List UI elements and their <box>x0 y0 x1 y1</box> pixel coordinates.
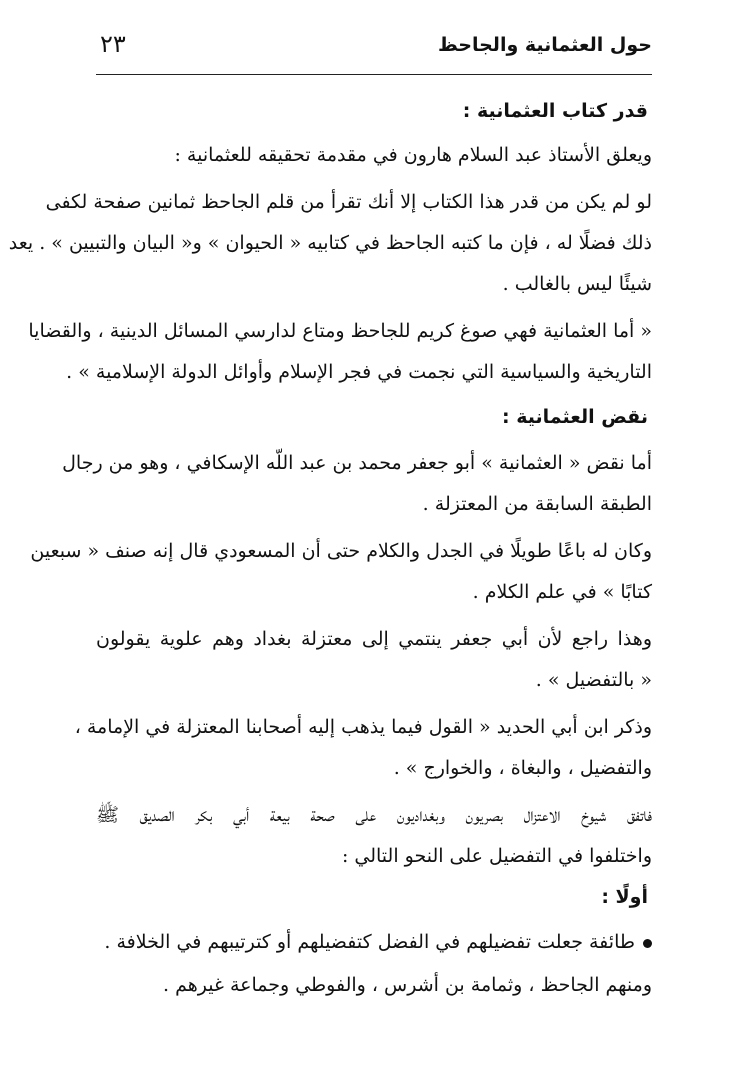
paragraph-line: الطبقة السابقة من المعتزلة . <box>422 493 652 515</box>
paragraph-line: ذلك فضلًا له ، فإن ما كتبه الجاحظ في كتابيه « الحيوان » و« البيان والتبيين » . يعد <box>8 232 652 254</box>
section-heading-book-value: قدر كتاب العثمانية : <box>462 100 648 122</box>
paragraph-line: وكان له باعًا طويلًا في الجدل والكلام حتى أن المسعودي قال إنه صنف « سبعين <box>30 540 652 562</box>
paragraph-line: واختلفوا في التفضيل على النحو التالي : <box>341 845 652 867</box>
subheading-first: أولًا : <box>601 886 648 908</box>
paragraph-line: كتابًا » في علم الكلام . <box>472 581 652 603</box>
section-heading-refutation: نقض العثمانية : <box>502 406 648 428</box>
paragraph-line: شيئًا ليس بالغالب . <box>502 273 652 295</box>
paragraph-line: ويعلق الأستاذ عبد السلام هارون في مقدمة تحقيقه للعثمانية : <box>174 144 652 166</box>
bullet-icon <box>643 939 652 948</box>
running-title: حول العثمانية والجاحظ <box>437 34 652 56</box>
paragraph-line: والتفضيل ، والبغاة ، والخوارج » . <box>393 757 652 779</box>
paragraph-line: أما نقض « العثمانية » أبو جعفر محمد بن عبد اللّه الإسكافي ، وهو من رجال <box>62 452 652 474</box>
bullet-item-text: طائفة جعلت تفضيلهم في الفضل كتفضيلهم أو كترتيبهم في الخلافة . <box>104 931 635 953</box>
paragraph-line: لو لم يكن من قدر هذا الكتاب إلا أنك تقرأ من قلم الجاحظ ثمانين صفحة لكفى <box>45 191 652 213</box>
paragraph-line: وذكر ابن أبي الحديد « القول فيما يذهب إليه أصحابنا المعتزلة في الإمامة ، <box>74 716 652 738</box>
paragraph-line: ومنهم الجاحظ ، وثمامة بن أشرس ، والفوطي وجماعة غيرهم . <box>163 974 652 996</box>
header-divider <box>96 74 652 75</box>
paragraph-line: وهذا راجع لأن أبي جعفر ينتمي إلى معتزلة بغداد وهم علوية يقولون <box>96 628 652 650</box>
page-number: ٢٣ <box>100 30 126 58</box>
bullet-item <box>96 925 652 959</box>
page-header <box>96 30 652 70</box>
paragraph-line: « بالتفضيل » . <box>535 669 652 691</box>
paragraph-line: فاتفق شيوخ الاعتزال بصريون وبغداديون على صحة بيعة أبي بكر الصديق ﷺ <box>96 804 652 826</box>
paragraph-line: التاريخية والسياسية التي نجمت في فجر الإسلام وأوائل الدولة الإسلامية » . <box>66 361 652 383</box>
paragraph-line: « أما العثمانية فهي صوغ كريم للجاحظ ومتاع لدارسي المسائل الدينية ، والقضايا <box>28 320 652 342</box>
